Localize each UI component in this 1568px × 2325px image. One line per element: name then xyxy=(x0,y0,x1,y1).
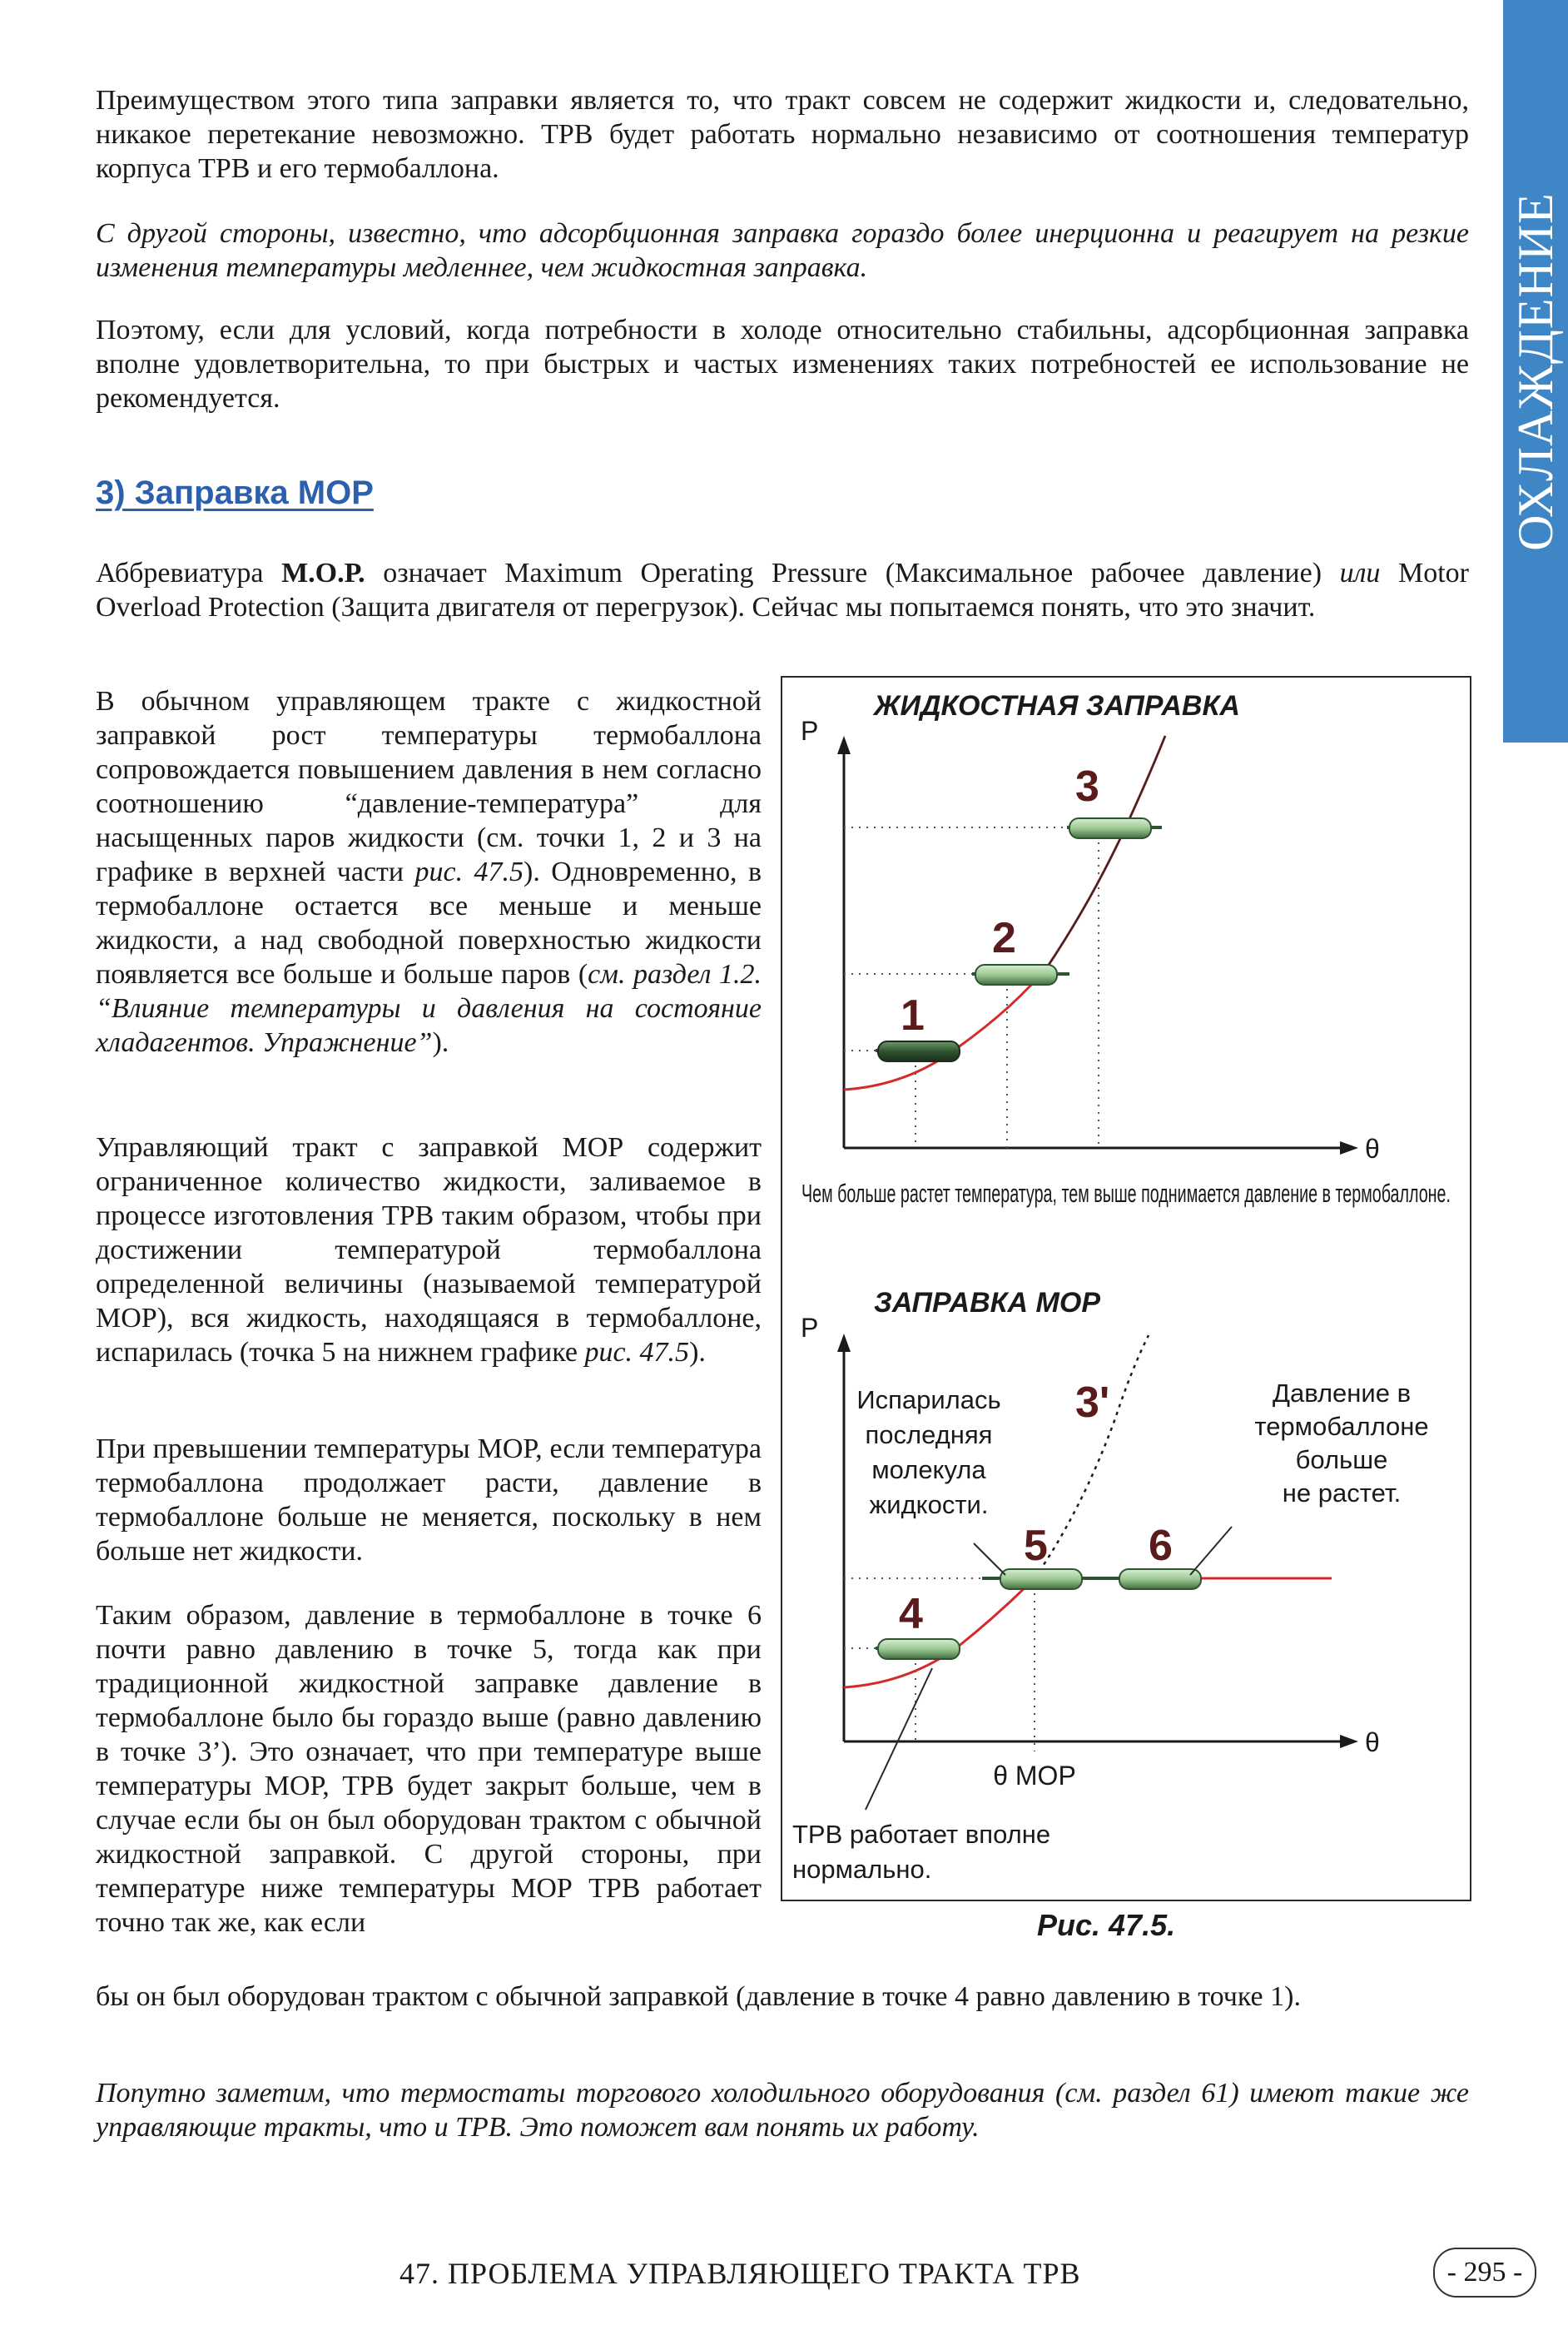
section-heading: 3) Заправка МОР xyxy=(96,474,374,511)
note-left xyxy=(856,1385,1000,1519)
p5-fig-ref: рис. 47.5 xyxy=(414,857,524,887)
bottom-bulb-5 xyxy=(982,1569,1100,1589)
paragraph-1: Преимуществом этого типа заправки является то, что тракт совсем не содержит жидкости и, следовательно, никакое перетекание невозможно. ТРВ будет работать нормально независимо от соотношения температур корпуса ТРВ и его термобаллона. xyxy=(96,85,1469,184)
bottom-bulb-4 xyxy=(876,1639,960,1659)
figure-caption: Рис. 47.5. xyxy=(1037,1908,1176,1942)
p6-part-a: Управляющий тракт с заправкой МОР содержит ограниченное количество жидкости, заливаемое в процессе изготовления ТРВ таким образом, чтобы при достижении температурой термобаллона определенной величины (называемой температурой МОР), вся жидкость, находящаяся в термобаллоне, испарилась (точка 5 на нижнем графике xyxy=(96,1132,762,1368)
side-tab-label: ОХЛАЖДЕНИЕ xyxy=(1507,191,1563,551)
note-bottom-line-2: нормально. xyxy=(792,1855,932,1884)
bottom-curve xyxy=(844,1578,1035,1687)
note-left-line-2: последняя xyxy=(865,1420,993,1449)
paragraph-2: С другой стороны, известно, что адсорбционная заправка гораздо более инерционна и реагирует на резкие изменения температуры медленнее, чем жидкостная заправка. xyxy=(96,218,1469,283)
top-x-arrow xyxy=(1340,1141,1358,1155)
top-chart-title: ЖИДКОСТНАЯ ЗАПРАВКА xyxy=(874,690,1240,722)
p6-part-c: ). xyxy=(689,1337,706,1368)
top-guides xyxy=(844,827,1124,1148)
bottom-point-4: 4 xyxy=(899,1590,923,1638)
note-left-line-3: молекула xyxy=(871,1455,986,1484)
top-bulb-1 xyxy=(876,1041,960,1061)
top-point-3: 3 xyxy=(1075,763,1099,811)
paragraph-4 xyxy=(96,556,1469,624)
p5-part-a: В обычном управляющем тракте с жидкостной заправкой рост температуры термобаллона сопровождается повышением давления в нем согласно соотношению “давление-температура” для насыщенных паров жидкости (см. точки 1, 2 и 3 на графике в верхней части xyxy=(96,686,762,887)
bottom-point-5: 5 xyxy=(1024,1522,1048,1570)
note-left-line-1: Испарилась xyxy=(856,1385,1001,1414)
note-right-line-2: термобаллоне xyxy=(1254,1412,1429,1441)
paragraph-8-continued: бы он был оборудован трактом с обычной заправкой (давление в точке 4 равно давлению в точке 1). xyxy=(96,1981,1301,2012)
p4-part-c: означает Maximum Operating Pressure (Максимальное рабочее давление) xyxy=(365,558,1340,589)
bottom-x-label: θ xyxy=(1365,1727,1380,1757)
top-point-1: 1 xyxy=(901,991,925,1040)
top-bulb-2 xyxy=(972,965,1069,985)
p5-section-ref: см. раздел 1.2. “Влияние температуры и давления на состояние хладагентов. Упражнение” xyxy=(96,959,762,1058)
top-y-label: P xyxy=(801,716,819,746)
top-x-label: θ xyxy=(1365,1134,1380,1164)
page-number: - 295 - xyxy=(1433,2248,1536,2298)
top-curve-upper xyxy=(1049,736,1165,965)
bottom-x-arrow xyxy=(1340,1735,1358,1748)
top-point-2: 2 xyxy=(992,914,1016,962)
bottom-point-6: 6 xyxy=(1149,1522,1173,1570)
p4-part-e: Motor Overload Protection (Защита двигателя от перегрузок). Сейчас мы попытаемся понять, что это значит. xyxy=(96,558,1470,623)
bottom-point-3prime: 3' xyxy=(1075,1379,1110,1427)
p6-fig-ref: рис. 47.5 xyxy=(584,1337,690,1368)
paragraph-9: Попутно заметим, что термостаты торгового холодильного оборудования (см. раздел 61) имеют такие же управляющие тракты, что и ТРВ. Это поможет вам понять их работу. xyxy=(96,2078,1469,2143)
bottom-dashed-curve xyxy=(1035,1335,1149,1578)
top-y-arrow xyxy=(837,736,851,754)
bottom-y-arrow xyxy=(837,1334,851,1352)
top-curve xyxy=(844,736,1165,1090)
note-right-line-3: больше xyxy=(1295,1445,1388,1474)
p4-abbr: М.О.Р. xyxy=(281,558,365,589)
note-right-line-1: Давление в xyxy=(1272,1379,1412,1408)
bottom-x-mark: θ МОР xyxy=(993,1761,1076,1791)
bottom-bulb-6 xyxy=(1100,1569,1201,1589)
paragraph-8: Таким образом, давление в термобаллоне в точке 6 почти равно давлению в точке 5, тогда как при традиционной жидкостной заправке давление в термобаллоне было бы гораздо выше (равно давлению в точке 3’). Это означает, что при температуре выше температуры МОР, ТРВ будет закрыт больше, чем в случае если бы он был оборудован трактом с обычной жидкостной заправкой. С другой стороны, при температуре ниже температуры МОР ТРВ работает точно так же, как если xyxy=(96,1600,762,1938)
paragraph-7: При превышении температуры МОР, если температура термобаллона продолжает расти, давление в термобаллоне больше не меняется, поскольку в нем больше нет жидкости. xyxy=(96,1433,762,1567)
note-bottom-line-1: ТРВ работает вполне xyxy=(792,1820,1051,1849)
paragraph-5 xyxy=(96,684,762,1060)
note-right-line-4: не растет. xyxy=(1282,1478,1402,1508)
side-tab-label-wrap xyxy=(1503,0,1568,743)
note-left-line-4: жидкости. xyxy=(869,1490,989,1519)
p4-or: или xyxy=(1339,558,1381,589)
top-bulb-3 xyxy=(1067,818,1162,838)
p4-part-a: Аббревиатура xyxy=(96,558,282,589)
bottom-y-label: P xyxy=(801,1313,819,1343)
footer-title: 47. ПРОБЛЕМА УПРАВЛЯЮЩЕГО ТРАКТА ТРВ xyxy=(399,2257,1081,2290)
bottom-chart-title: ЗАПРАВКА МОР xyxy=(874,1287,1100,1319)
p5-part-e: ). xyxy=(432,1027,449,1058)
top-caption: Чем больше растет температура, тем выше поднимается давление в термобаллоне. xyxy=(801,1179,1451,1208)
note-right xyxy=(1254,1379,1428,1508)
paragraph-3: Поэтому, если для условий, когда потребности в холоде относительно стабильны, адсорбционная заправка вполне удовлетворительна, то при быстрых и частых изменениях таких потребностей ее использование не рекомендуется. xyxy=(96,315,1469,414)
bottom-guides xyxy=(844,1578,1049,1751)
figure-47-5 xyxy=(781,676,1471,1901)
figure-svg xyxy=(782,678,1470,1900)
note-bottom xyxy=(792,1820,1050,1884)
p5-part-c: ). Одновременно, в термобаллоне остается все меньше и меньше жидкости, а над свободной поверхностью жидкости появляется все больше и больше паров ( xyxy=(96,857,762,990)
paragraph-6 xyxy=(96,1130,762,1369)
